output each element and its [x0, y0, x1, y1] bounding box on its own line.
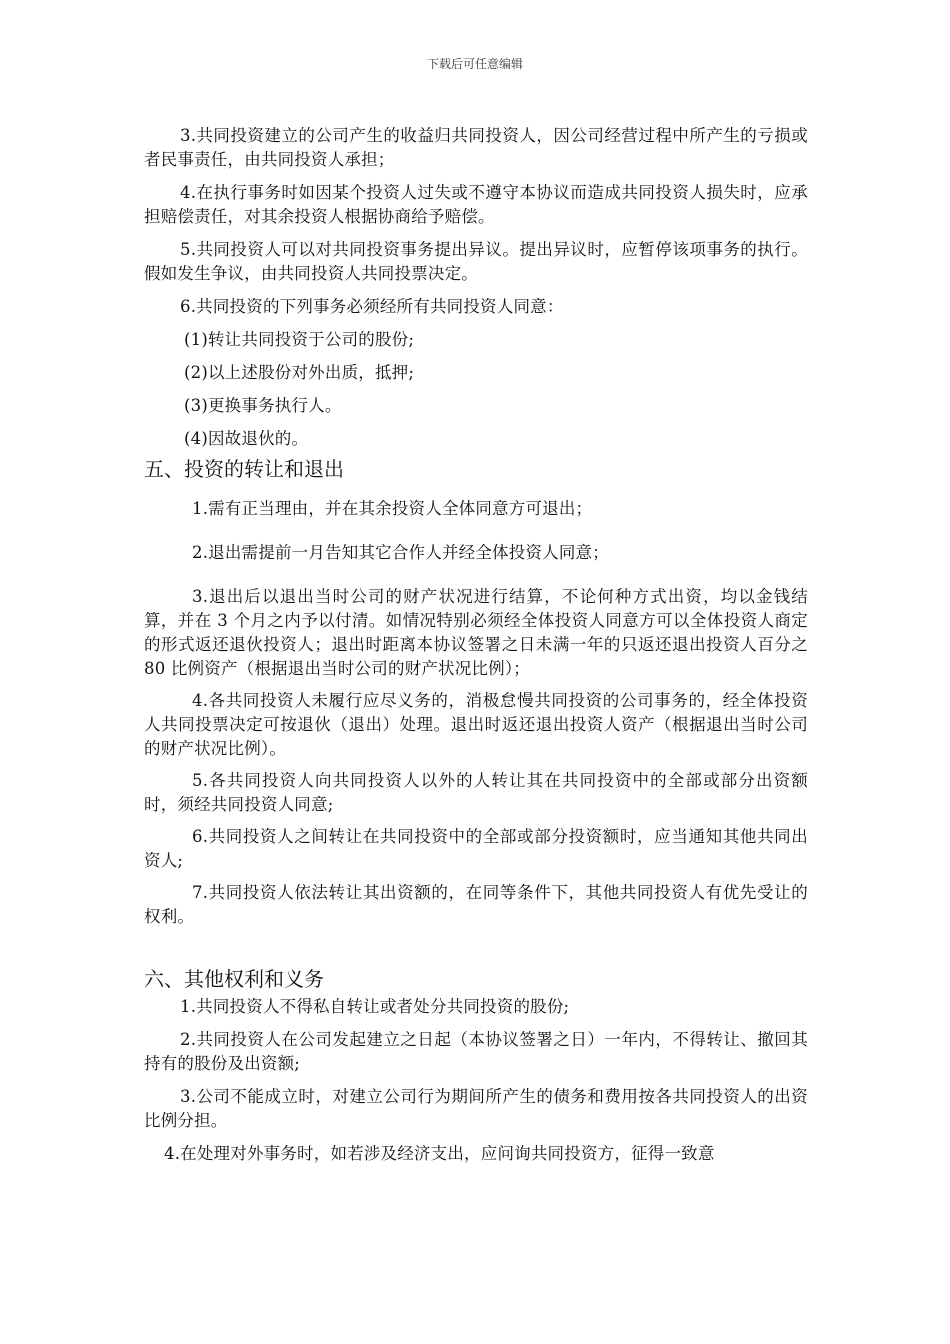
sec6-para-4: 4.在处理对外事务时，如若涉及经济支出，应问询共同投资方，征得一致意 [164, 1144, 715, 1163]
sec4-item-3: (3)更换事务执行人。 [184, 396, 342, 415]
sec5-para-1: 1.需有正当理由，并在其余投资人全体同意方可退出； [192, 499, 593, 518]
sec5-para-7: 7.共同投资人依法转让其出资额的，在同等条件下，其他共同投资人有优先受让的权利。 [144, 883, 808, 926]
sec4-item-1: (1)转让共同投资于公司的股份; [184, 330, 415, 349]
sec5-para-6: 6.共同投资人之间转让在共同投资中的全部或部分投资额时，应当通知其他共同出资人; [144, 827, 808, 870]
sec4-para-4: 4.在执行事务时如因某个投资人过失或不遵守本协议而造成共同投资人损失时，应承担赔偿责任，对其余投资人根据协商给予赔偿。 [144, 183, 808, 226]
section-5-title: 五、投资的转让和退出 [144, 457, 344, 481]
sec5-para-5: 5.各共同投资人向共同投资人以外的人转让其在共同投资中的全部或部分出资额时，须经共同投资人同意; [144, 771, 808, 814]
sec4-para-5: 5.共同投资人可以对共同投资事务提出异议。提出异议时，应暂停该项事务的执行。假如发生争议，由共同投资人共同投票决定。 [144, 240, 808, 283]
sec6-para-3: 3.公司不能成立时，对建立公司行为期间所产生的债务和费用按各共同投资人的出资比例分担。 [144, 1087, 808, 1130]
sec4-item-2: (2)以上述股份对外出质，抵押; [184, 363, 415, 382]
sec5-para-2: 2.退出需提前一月告知其它合作人并经全体投资人同意； [192, 543, 609, 562]
sec4-item-4: (4)因故退伙的。 [184, 429, 309, 448]
sec4-para-6: 6.共同投资的下列事务必须经所有共同投资人同意： [180, 297, 564, 316]
section-6-title: 六、其他权利和义务 [144, 967, 324, 991]
sec5-para-3: 3.退出后以退出当时公司的财产状况进行结算，不论何种方式出资，均以金钱结算，并在 3 个月之内予以付清。如情况特别必须经全体投资人同意方可以全体投资人商定的形式返还退伙投资人；退出时距离本协议签署之日未满一年的只返还退出投资人百分之 80 比例资产（根据退出当时公司的财产状况比例）； [144, 587, 808, 678]
page-header: 下载后可任意编辑 [426, 57, 523, 71]
sec5-para-4: 4.各共同投资人未履行应尽义务的，消极怠慢共同投资的公司事务的，经全体投资人共同投票决定可按退伙（退出）处理。退出时返还退出投资人资产（根据退出当时公司的财产状况比例）。 [144, 691, 808, 758]
sec6-para-2: 2.共同投资人在公司发起建立之日起（本协议签署之日）一年内，不得转让、撤回其持有的股份及出资额; [144, 1030, 808, 1073]
document-body [144, 124, 808, 1166]
sec6-para-1: 1.共同投资人不得私自转让或者处分共同投资的股份; [180, 997, 570, 1016]
sec4-para-3: 3.共同投资建立的公司产生的收益归共同投资人，因公司经营过程中所产生的亏损或者民事责任，由共同投资人承担； [144, 126, 808, 169]
